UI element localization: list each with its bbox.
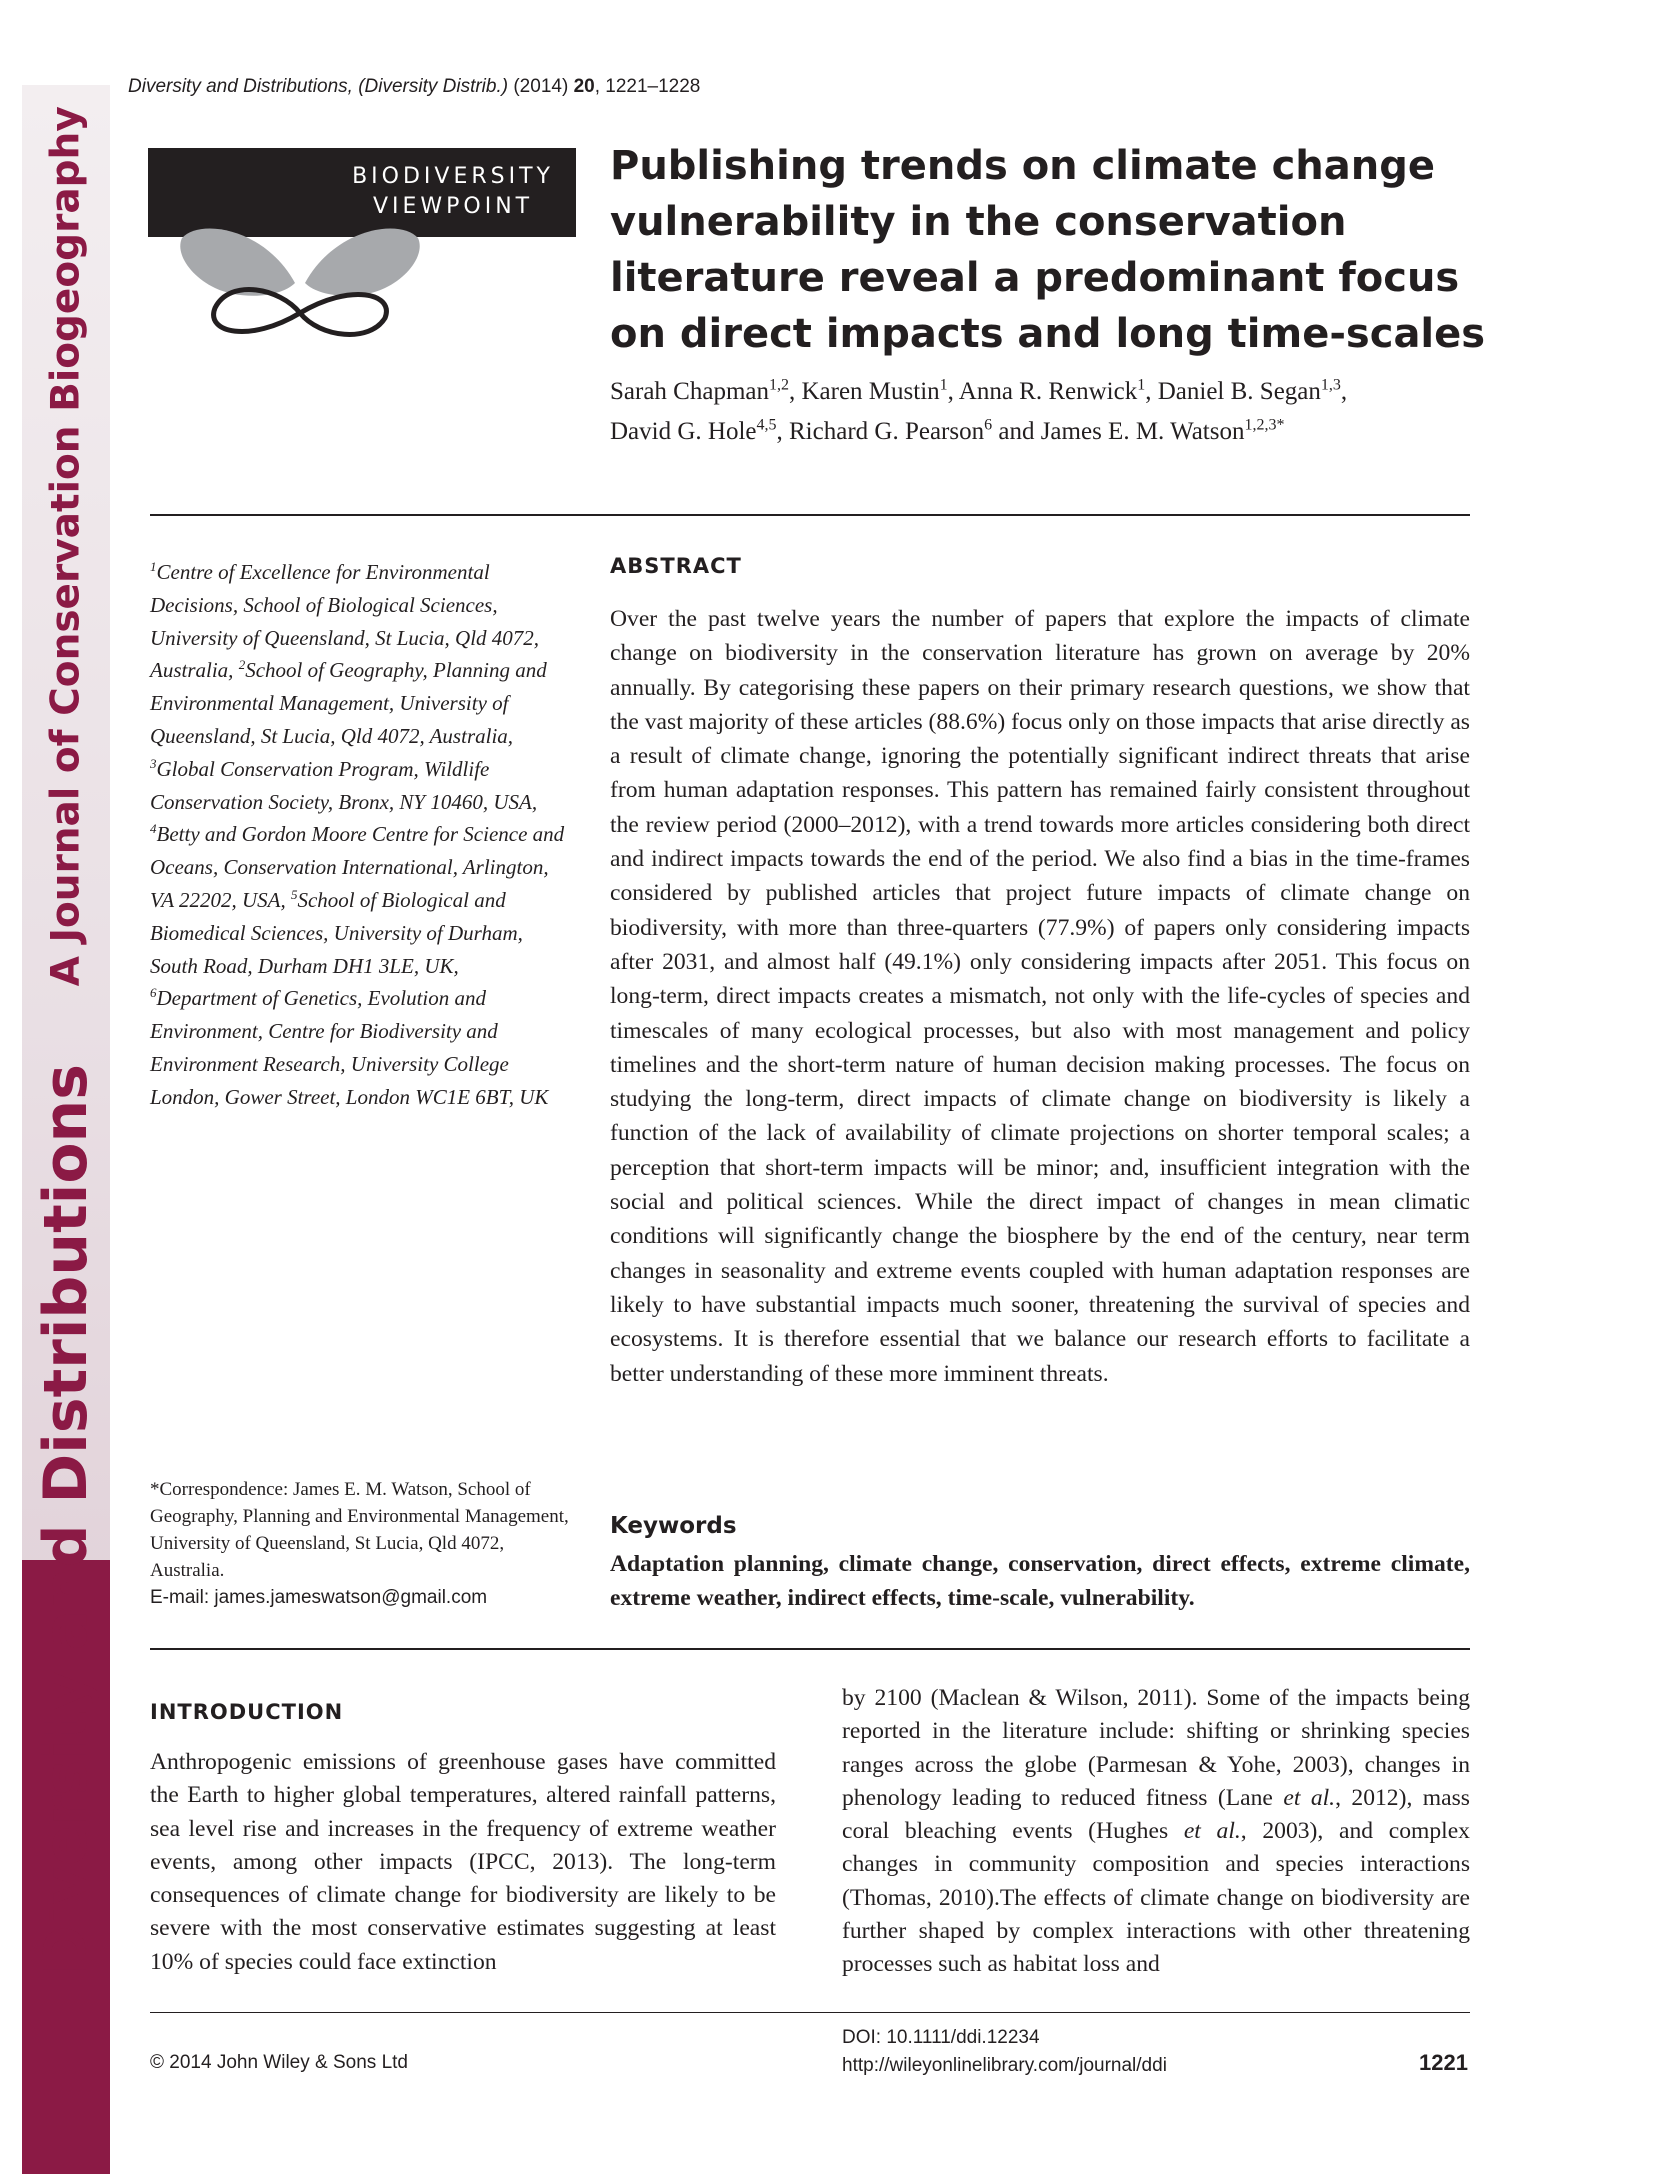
introduction-heading: INTRODUCTION (150, 1700, 344, 1724)
affiliation-number: 4 (150, 821, 157, 837)
affiliations (150, 556, 570, 1114)
biodiversity-viewpoint-logo (148, 148, 576, 344)
affiliation-number: 2 (238, 657, 246, 673)
sidebar-journal-name: Diversity and Distributions (31, 1063, 101, 1975)
affiliation-number: 5 (290, 886, 298, 902)
author-separator: , (788, 378, 802, 405)
logo-line1: BIODIVERSITY (352, 164, 554, 189)
abstract-body: Over the past twelve years the number of papers that explore the impacts of climate change on biodiversity in the conservation literature has grown on average by 20% annually. By categorising these papers on their primary research questions, we show that the vast majority of these articles (88.6%) focus only on those impacts that arise directly as a result of climate change, ignoring the potentially significant indirect threats that arise from human adaptation responses. This pattern has remained fairly consistent throughout the review period (2000–2012), with a trend towards more articles considering both direct and indirect impacts towards the end of the period. We also find a bias in the time-frames considered by published articles that project future impacts of climate change on biodiversity, with more than three-quarters (77.9%) of papers only considering impacts after 2031, and almost half (49.1%) only considering impacts after 2051. This focus on long-term, direct impacts creates a mismatch, not only with the life-cycles of species and timescales of many ecological processes, but also with most management and policy timelines and the short-term nature of human decision making processes. The focus on studying the long-term, direct impacts of climate change on biodiversity is likely a function of the lack of availability of climate projections on shorter temporal scales; a perception that short-term impacts will be minor; and, insufficient integration with the social and political sciences. While the direct impact of changes in mean climatic conditions will significantly change the biosphere by the end of the century, near term changes in seasonality and extreme events coupled with human adaptation responses are likely to have substantial impacts much sooner, threatening the survival of species and ecosystems. It is therefore essential that we balance our research efforts to facilitate a better understanding of these more imminent threats. (610, 606, 1470, 1387)
correspondence-email: E-mail: james.jameswatson@gmail.com (150, 1587, 488, 1608)
author-affiliation-marker: 1 (939, 376, 948, 394)
affiliation-number: 6 (150, 985, 157, 1001)
author-name: David G. Hole (610, 418, 757, 445)
author-name: Anna R. Renwick (958, 378, 1138, 405)
affiliation-number: 3 (150, 755, 157, 771)
affiliation-number: 1 (150, 559, 157, 574)
affiliation-text: Centre of Excellence for Environmental Decisions, School of Biological Sciences, University of Queensland, St Lucia, Qld 4072, Australia, (150, 560, 540, 683)
author-affiliation-marker: 1 (1137, 376, 1146, 394)
author-separator: and (992, 418, 1041, 445)
author-name: Richard G. Pearson (789, 418, 985, 445)
author-separator: , (947, 378, 959, 405)
correspondence-address: *Correspondence: James E. M. Watson, School of Geography, Planning and Environmental Management, University of Queensland, St Lucia, Qld 4072, Australia. (150, 1479, 569, 1581)
logo-line2: VIEWPOINT (372, 194, 534, 219)
affiliation-text: Department of Genetics, Evolution and Environment, Centre for Biodiversity and Environment Research, University College London, Gower Street, London WC1E 6BT, UK (150, 986, 549, 1109)
butterfly-infinity-icon (170, 208, 430, 344)
footer-divider (150, 2012, 1470, 2013)
intro-italic-fragment: et al. (1183, 1818, 1241, 1845)
author-separator: , (1145, 378, 1158, 405)
author-separator: , (1340, 378, 1348, 405)
affiliation-text: Betty and Gordon Moore Centre for Science and Oceans, Conservation International, Arlington, VA 22202, USA, (150, 822, 565, 912)
author-affiliation-marker: 1,2,3* (1244, 416, 1285, 434)
footer-doi-block (842, 2024, 1167, 2080)
affiliation-text: School of Biological and Biomedical Sciences, University of Durham, South Road, Durham DH1 3LE, UK, (150, 887, 523, 978)
citation-volume: 20 (573, 76, 595, 97)
author-affiliation-marker: 4,5 (756, 416, 777, 434)
author-name: Karen Mustin (801, 378, 940, 405)
citation-pages: , 1221–1228 (594, 76, 701, 97)
abstract-divider (150, 1648, 1470, 1650)
author-affiliation-marker: 6 (984, 416, 993, 434)
side-banner-text (22, 85, 110, 1975)
author-affiliation-marker: 1,3 (1320, 376, 1341, 394)
intro-text-fragment: , 2003), and complex changes in community composition and species interactions (Thomas, 2010).The effects of climate change on biodiversity are further shaped by complex interactions with other threatening processes such as habitat loss and (842, 1818, 1470, 1978)
intro-text-fragment: , 2012), mass coral bleaching events (Hughes (842, 1784, 1470, 1845)
citation-journal: Diversity and Distributions, (Diversity Distrib.) (128, 76, 509, 97)
introduction-column-1: Anthropogenic emissions of greenhouse gases have committed the Earth to higher global temperatures, altered rainfall patterns, sea level rise and increases in the frequency of extreme weather events, among other impacts (IPCC, 2013). The long-term consequences of climate change for biodiversity are likely to be severe with the most conservative estimates suggesting at least 10% of species could face extinction (150, 1749, 776, 1975)
intro-text-fragment: by 2100 (Maclean & Wilson, 2011). Some of the impacts being reported in the literature include: shifting or shrinking species ranges across the globe (Parmesan & Yohe, 2003), changes in phenology leading to reduced fitness (Lane (842, 1685, 1470, 1811)
abstract-heading: ABSTRACT (610, 554, 742, 578)
author-list (610, 372, 1490, 452)
journal-url[interactable]: http://wileyonlinelibrary.com/journal/ddi (842, 2055, 1167, 2076)
author-name: James E. M. Watson (1040, 418, 1245, 445)
keywords-heading: Keywords (610, 1513, 737, 1539)
citation-year: (2014) (513, 76, 569, 97)
author-affiliation-marker: 1,2 (768, 376, 789, 394)
keywords-body: Adaptation planning, climate change, conservation, direct effects, extreme climate, extreme weather, indirect effects, time-scale, vulnerability. (610, 1551, 1470, 1611)
doi: DOI: 10.1111/ddi.12234 (842, 2027, 1040, 2048)
affiliation-text: School of Geography, Planning and Environmental Management, University of Queensland, St Lucia, Qld 4072, Australia, (150, 658, 547, 748)
author-separator: , (776, 418, 789, 445)
copyright: © 2014 John Wiley & Sons Ltd (150, 2052, 408, 2073)
article-title: Publishing trends on climate change vulnerability in the conservation literature reveal a predominant focus on direct impacts and long time-scales (610, 143, 1486, 357)
page-number: 1221 (1419, 2050, 1468, 2075)
sidebar-journal-subtitle: A Journal of Conservation Biogeography (43, 105, 89, 986)
author-name: Sarah Chapman (610, 378, 769, 405)
intro-italic-fragment: et al. (1283, 1784, 1336, 1811)
affiliation-text: Global Conservation Program, Wildlife Conservation Society, Bronx, NY 10460, USA, (150, 756, 538, 814)
introduction-column-2 (842, 1682, 1470, 1982)
correspondence (150, 1476, 570, 1611)
header-divider (150, 514, 1470, 516)
author-name: Daniel B. Segan (1157, 378, 1321, 405)
journal-citation (128, 76, 700, 98)
